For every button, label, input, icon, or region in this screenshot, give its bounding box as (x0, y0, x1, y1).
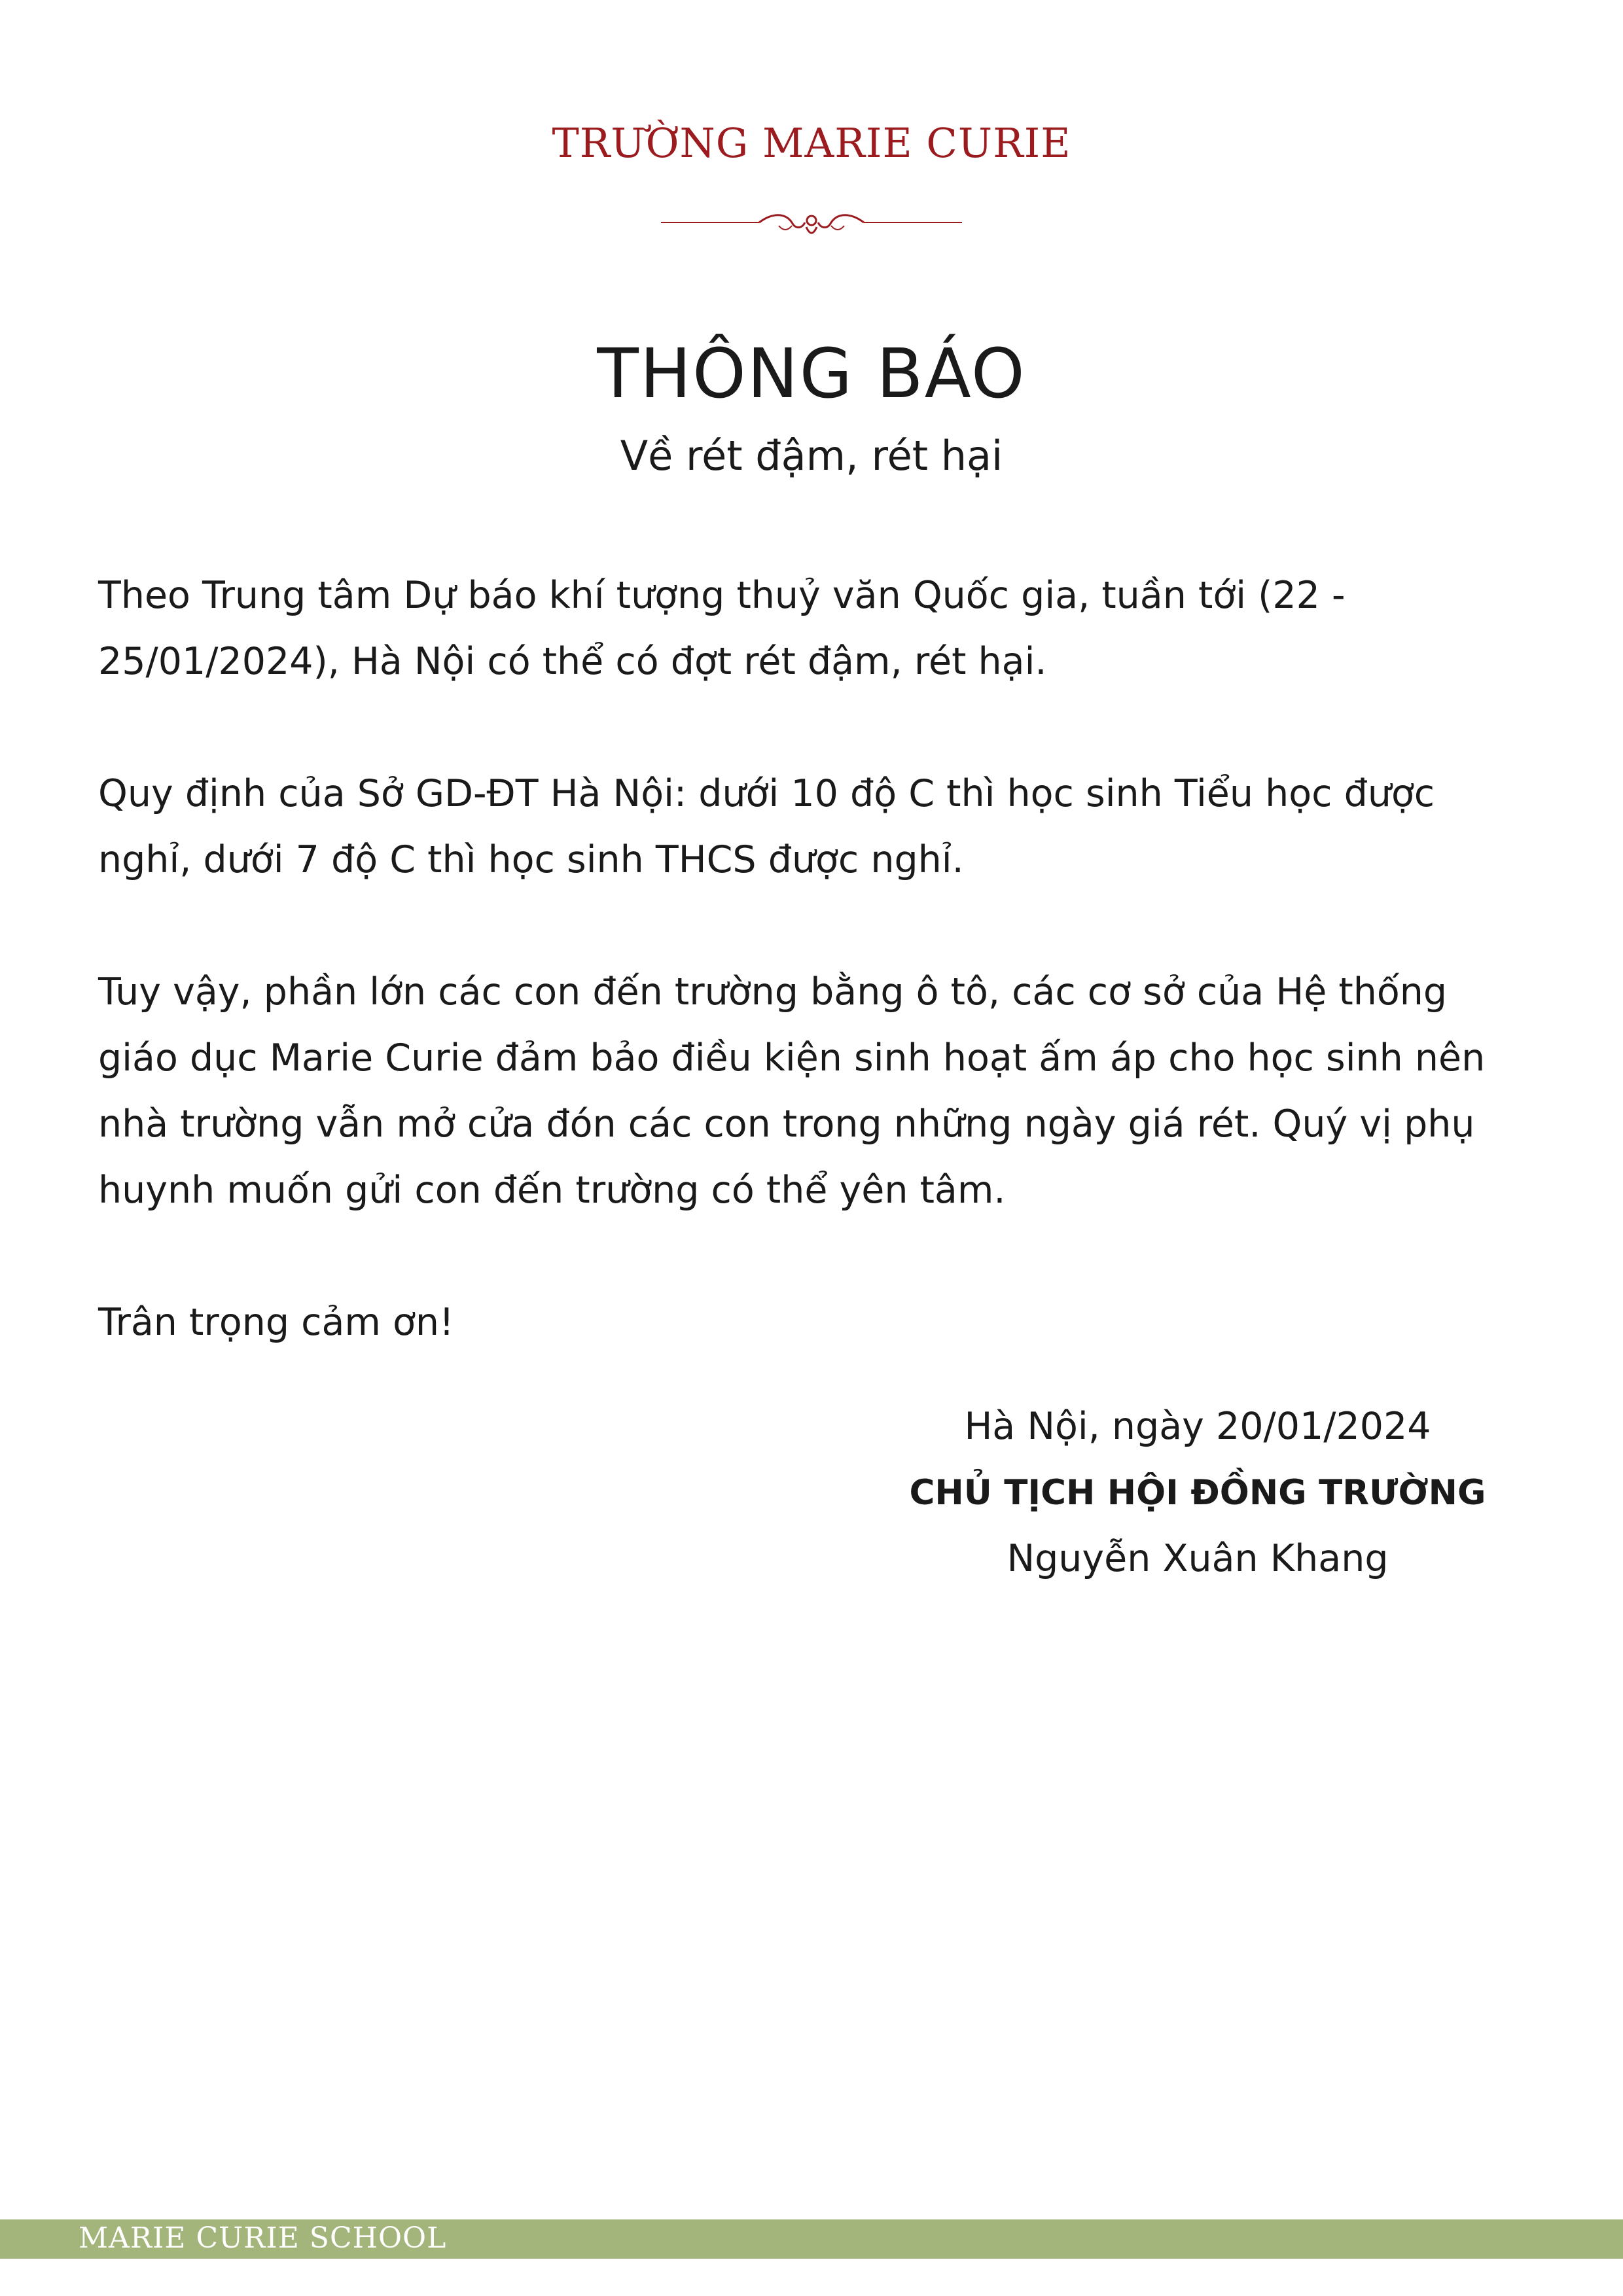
signer-name: Nguyễn Xuân Khang (1007, 1537, 1389, 1580)
paragraph-school-open: Tuy vậy, phần lớn các con đến trường bằng ô tô, các cơ sở của Hệ thống giáo dục Marie Curie đảm bảo điều kiện sinh hoạt ấm áp cho học sinh nên nhà trường vẫn mở cửa đón các con trong những ngày giá rét. Quý vị phụ huynh muốn gửi con đến trường có thể yên tâm. (98, 970, 1486, 1212)
notice-body (98, 563, 1538, 1422)
signature-block (792, 1394, 1603, 1592)
paragraph-thanks: Trân trọng cảm ơn! (98, 1301, 454, 1344)
notice-title: THÔNG BÁO (597, 334, 1026, 414)
paragraph-forecast: Theo Trung tâm Dự báo khí tượng thuỷ văn Quốc gia, tuần tới (22 - 25/01/2024), Hà Nội có thể có đợt rét đậm, rét hại. (98, 574, 1346, 683)
paragraph-regulation: Quy định của Sở GD-ĐT Hà Nội: dưới 10 độ C thì học sinh Tiểu học được nghỉ, dưới 7 độ C thì học sinh THCS được nghỉ. (98, 772, 1435, 881)
notice-subtitle: Về rét đậm, rét hại (620, 432, 1003, 480)
footer-school-name: MARIE CURIE SCHOOL (79, 2221, 447, 2255)
ornament-divider-icon (661, 206, 962, 245)
signer-position: CHỦ TỊCH HỘI ĐỒNG TRƯỜNG (909, 1473, 1486, 1513)
school-logo-text: TRƯỜNG MARIE CURIE (552, 119, 1071, 167)
place-date: Hà Nội, ngày 20/01/2024 (964, 1405, 1431, 1448)
